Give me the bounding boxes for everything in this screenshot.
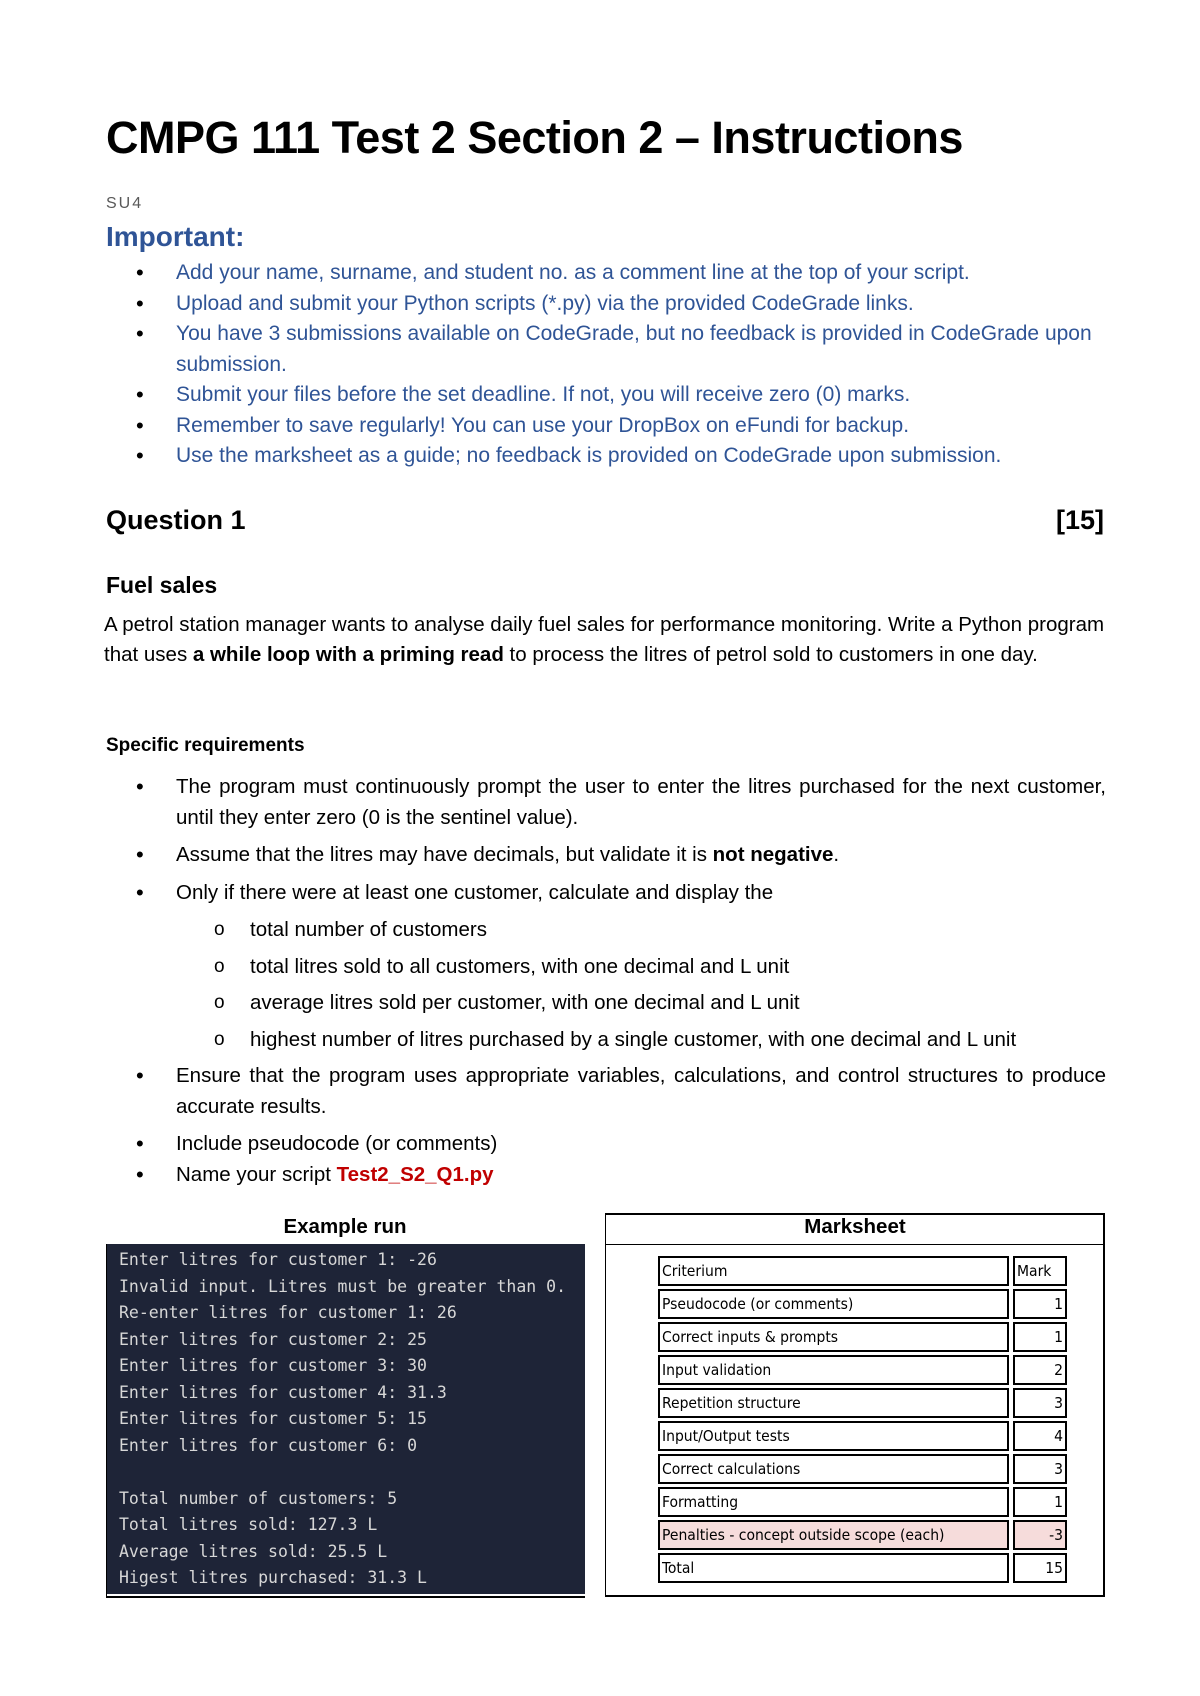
page-subtitle: SU4 — [106, 195, 144, 212]
mark-header: Mark — [1013, 1256, 1067, 1286]
console-line: Enter litres for customer 5: 15 — [119, 1409, 427, 1428]
mark-cell: 1 — [1013, 1322, 1067, 1352]
requirement-item: • Only if there were at least one customer, calculate and display the — [106, 878, 1106, 909]
mark-cell: 3 — [1013, 1454, 1067, 1484]
console-line: Total litres sold: 127.3 L — [119, 1515, 378, 1534]
requirement-text: . — [833, 843, 840, 866]
console-output — [119, 1247, 566, 1592]
criterion-header: Criterium — [658, 1256, 1009, 1286]
question-subtitle: Fuel sales — [106, 572, 218, 598]
mark-cell: 3 — [1013, 1388, 1067, 1418]
question-title: Question 1 — [106, 505, 246, 535]
important-item: • Upload and submit your Python scripts (*.py) via the provided CodeGrade links. — [106, 289, 1106, 320]
question-marks: [15] — [1055, 505, 1104, 535]
mark-cell: 1 — [1013, 1487, 1067, 1517]
important-item: • Remember to save regularly! You can use your DropBox on eFundi for backup. — [106, 411, 1106, 442]
console-line: Total number of customers: 5 — [119, 1488, 398, 1508]
mark-cell: 2 — [1013, 1355, 1067, 1385]
requirements-list — [106, 772, 1106, 1190]
requirement-item: • Include pseudocode (or comments) — [106, 1129, 1106, 1160]
requirement-bold: not negative — [712, 843, 834, 866]
marksheet-penalty-row — [658, 1520, 1067, 1550]
marksheet-row — [658, 1289, 1067, 1319]
criterion-cell: Pseudocode (or comments) — [658, 1289, 1009, 1319]
marksheet-header-row — [658, 1256, 1067, 1286]
mark-cell: 4 — [1013, 1421, 1067, 1451]
requirement-item — [106, 840, 1106, 871]
console-line: Enter litres for customer 1: -26 — [119, 1250, 437, 1269]
criterion-cell: Total — [658, 1553, 1009, 1583]
marksheet-row — [658, 1487, 1067, 1517]
mark-cell: 15 — [1013, 1553, 1067, 1583]
description-bold: a while loop with a priming read — [192, 643, 504, 666]
criterion-cell: Input validation — [658, 1355, 1009, 1385]
requirement-text: Name your script — [176, 1162, 337, 1186]
criterion-cell: Formatting — [658, 1487, 1009, 1517]
mark-cell: 1 — [1013, 1289, 1067, 1319]
marksheet-title: Marksheet — [804, 1215, 906, 1238]
console-line: Enter litres for customer 2: 25 — [119, 1329, 427, 1349]
console-line: Enter litres for customer 6: 0 — [119, 1435, 418, 1455]
mark-cell: -3 — [1013, 1520, 1067, 1550]
marksheet-row — [658, 1421, 1067, 1451]
important-heading: Important: — [106, 221, 245, 252]
console-line: Enter litres for customer 3: 30 — [119, 1356, 427, 1375]
important-item: • Submit your files before the set deadline. If not, you will receive zero (0) marks. — [106, 380, 1106, 411]
important-item: • Add your name, surname, and student no. as a comment line at the top of your script. — [106, 258, 1106, 289]
console-line: Invalid input. Litres must be greater than 0. — [119, 1276, 567, 1296]
question-heading — [106, 505, 1104, 536]
console-line — [119, 1459, 566, 1486]
criterion-cell: Correct inputs & prompts — [658, 1322, 1009, 1352]
console-line: Average litres sold: 25.5 L — [119, 1541, 388, 1561]
question-description — [104, 610, 1106, 670]
requirement-subitem: o total number of customers — [106, 915, 1106, 946]
requirement-subitem: o total litres sold to all customers, with one decimal and L unit — [106, 952, 1106, 983]
console-line: Higest litres purchased: 31.3 L — [119, 1568, 427, 1587]
marksheet-row — [658, 1355, 1067, 1385]
marksheet-divider — [605, 1244, 1105, 1245]
example-run-label: Example run — [283, 1215, 407, 1238]
important-item: • You have 3 submissions available on CodeGrade, but no feedback is provided in CodeGrade upon submission. — [106, 319, 1106, 380]
criterion-cell: Penalties - concept outside scope (each) — [658, 1520, 1009, 1550]
requirement-text: Assume that the litres may have decimals, but validate it is — [176, 843, 713, 866]
marksheet-table — [658, 1253, 1067, 1586]
important-list — [106, 258, 1106, 472]
requirements-heading: Specific requirements — [106, 735, 305, 756]
criterion-cell: Repetition structure — [658, 1388, 1009, 1418]
description-text: A petrol station manager wants to analyse daily fuel sales for performance monitoring. Write a Python program that uses — [104, 613, 1105, 666]
requirement-subitem: o average litres sold per customer, with one decimal and L unit — [106, 988, 1106, 1019]
example-run-console — [107, 1244, 585, 1594]
marksheet-row — [658, 1322, 1067, 1352]
page-title: CMPG 111 Test 2 Section 2 – Instructions — [106, 112, 963, 163]
criterion-cell: Input/Output tests — [658, 1421, 1009, 1451]
requirement-item — [106, 1160, 1106, 1191]
console-line: Enter litres for customer 4: 31.3 — [119, 1382, 447, 1402]
important-item: • Use the marksheet as a guide; no feedback is provided on CodeGrade upon submission. — [106, 441, 1106, 472]
marksheet-row — [658, 1388, 1067, 1418]
requirement-item: • The program must continuously prompt the user to enter the litres purchased for the next customer, until they enter zero (0 is the sentinel value). — [106, 772, 1106, 833]
marksheet-row — [658, 1454, 1067, 1484]
console-line: Re-enter litres for customer 1: 26 — [119, 1303, 457, 1322]
marksheet-total-row — [658, 1553, 1067, 1583]
script-filename: Test2_S2_Q1.py — [336, 1162, 494, 1186]
requirement-subitem: o highest number of litres purchased by a single customer, with one decimal and L unit — [106, 1025, 1106, 1056]
criterion-cell: Correct calculations — [658, 1454, 1009, 1484]
requirement-item: • Ensure that the program uses appropriate variables, calculations, and control structures to produce accurate results. — [106, 1061, 1106, 1122]
description-text: to process the litres of petrol sold to customers in one day. — [503, 643, 1038, 666]
